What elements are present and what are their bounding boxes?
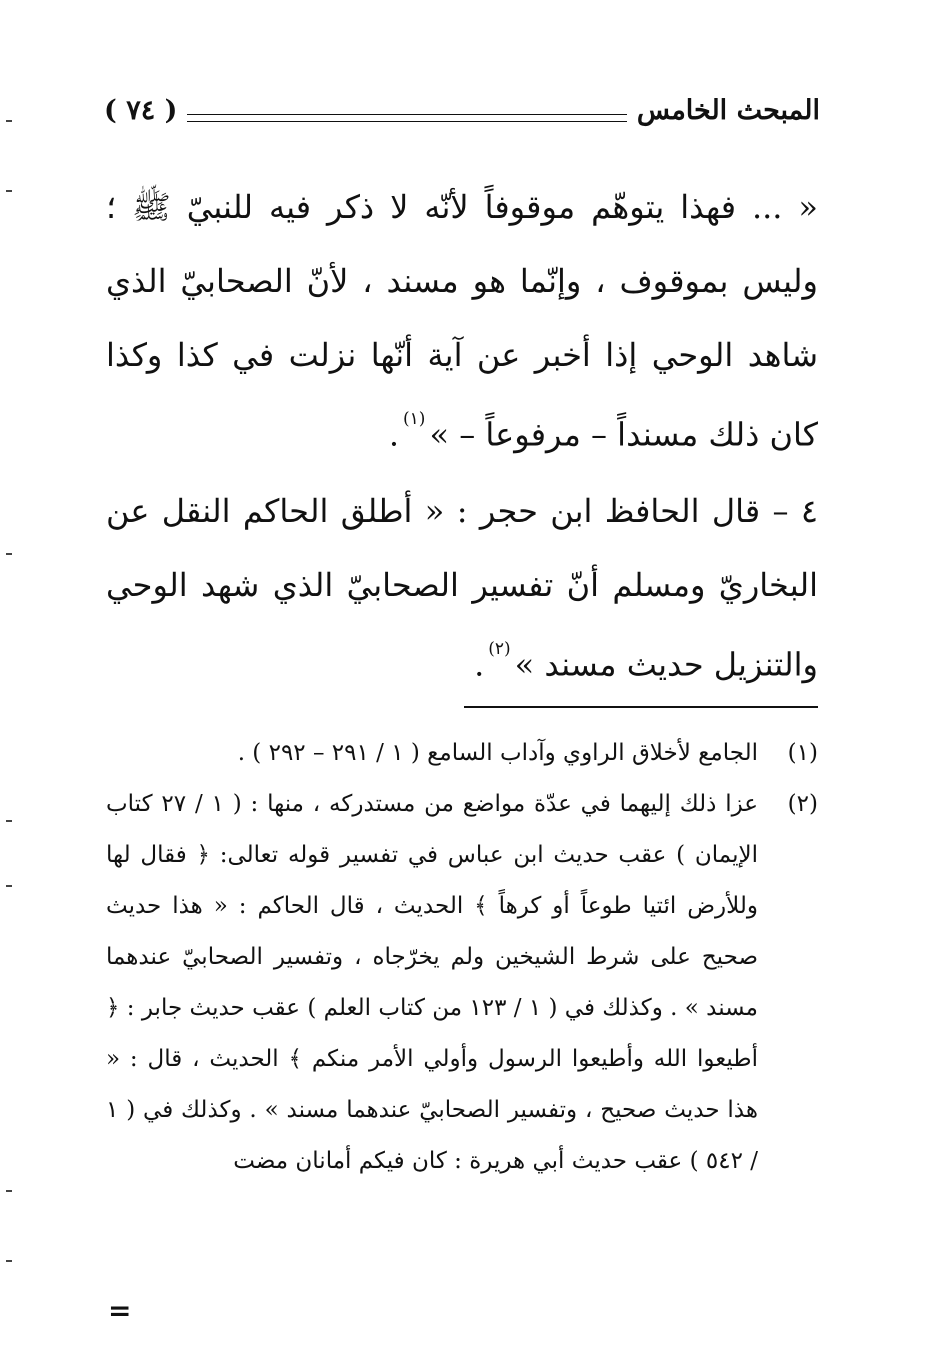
footnote-ref-1: (١) bbox=[403, 409, 426, 429]
scan-edge-mark bbox=[6, 885, 12, 887]
chapter-title: المبحث الخامس bbox=[636, 94, 820, 126]
paragraph-ibn-hajar-text: ٤ – قال الحافظ ابن حجر : « أطلق الحاكم النقل عن البخاريّ ومسلم أنّ تفسير الصحابيّ الذي شهد الوحي والتنزيل حديث مسند » bbox=[106, 491, 818, 684]
footnote-1 bbox=[106, 728, 818, 779]
paragraph-quote-text: « ... فهذا يتوهّم موقوفاً لأنّه لا ذكر فيه للنبيّ ﷺ ؛ وليس بموقوف ، وإنّما هو مسند ، لأنّ الصحابيّ الذي شاهد الوحي إذا أخبر عن آية أنّها نزلت في كذا وكذا كان ذلك مسنداً – مرفوعاً – » bbox=[106, 188, 819, 454]
paragraph-end: . bbox=[388, 415, 400, 454]
footnote-number: (١) bbox=[787, 740, 818, 766]
paragraph-ibn-hajar bbox=[106, 474, 818, 702]
scan-edge-mark bbox=[6, 120, 12, 122]
footnote-number: (٢) bbox=[787, 791, 818, 817]
footnote-text: الجامع لأخلاق الراوي وآداب السامع ( ١ / ٢٩١ – ٢٩٢ ) . bbox=[237, 740, 758, 766]
paragraph-quote bbox=[106, 170, 818, 472]
scan-edge-mark bbox=[6, 820, 12, 822]
running-header bbox=[104, 88, 820, 132]
footnote-separator bbox=[464, 706, 818, 708]
scan-edge-mark bbox=[6, 1260, 12, 1262]
scan-edge-mark bbox=[6, 190, 12, 192]
page-number: ( ٧٤ ) bbox=[104, 94, 178, 126]
footnote-text: عزا ذلك إليهما في عدّة مواضع من مستدركه ، منها : ( ١ / ٢٧ كتاب الإيمان ) عقب حديث ابن عباس في تفسير قوله تعالى: ﴿ فقال لها وللأرض ائتيا طوعاً أو كرهاً ﴾ الحديث ، قال الحاكم : « هذا حديث صحيح على شرط الشيخين ولم يخرّجاه ، وتفسير الصحابيّ عندهما مسند » . وكذلك في ( ١ / ١٢٣ من كتاب العلم ) عقب حديث جابر : ﴿ أطيعوا الله وأطيعوا الرسول وأولي الأمر منكم ﴾ الحديث ، قال : « هذا حديث صحيح ، وتفسير الصحابيّ عندهما مسند » . وكذلك في ( ١ / ٥٤٢ ) عقب حديث أبي هريرة : كان فيكم أمانان مضت bbox=[106, 791, 759, 1174]
footnotes bbox=[106, 728, 818, 1187]
footnote-ref-2: (٢) bbox=[488, 638, 511, 659]
scan-edge-mark bbox=[6, 1190, 12, 1192]
scan-edge-mark bbox=[6, 553, 12, 555]
paragraph-end: . bbox=[474, 645, 485, 684]
header-rule bbox=[187, 114, 627, 122]
footnote-2 bbox=[106, 779, 818, 1187]
continuation-mark: = bbox=[108, 1294, 132, 1327]
main-text bbox=[106, 170, 818, 701]
